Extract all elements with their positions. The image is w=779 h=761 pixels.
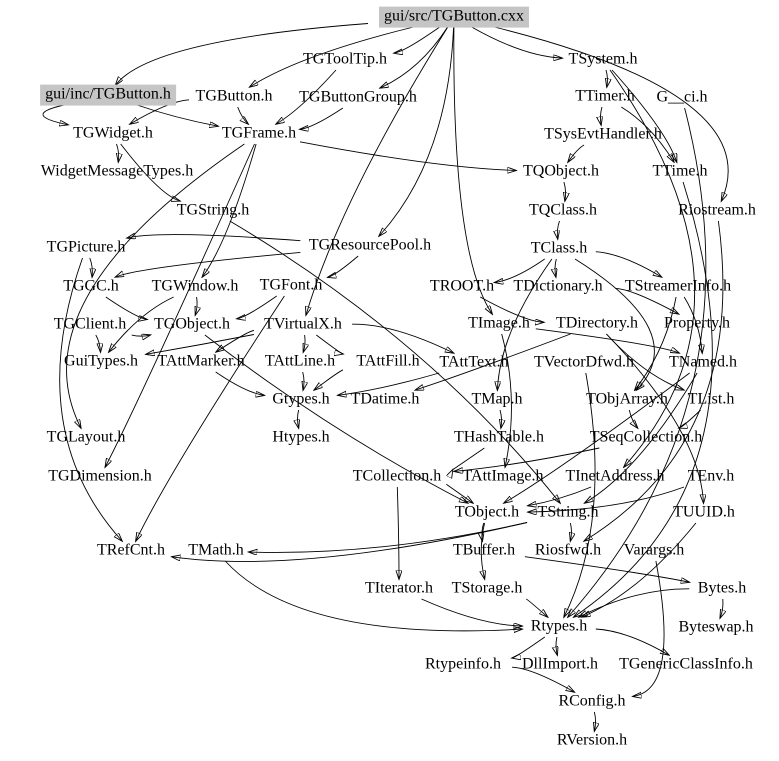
- graph-node-rtypes[interactable]: Rtypes.h: [530, 617, 588, 635]
- graph-node-titerator[interactable]: TIterator.h: [365, 579, 433, 597]
- graph-node-tdictionary[interactable]: TDictionary.h: [513, 277, 603, 295]
- graph-node-tqclass[interactable]: TQClass.h: [529, 201, 597, 219]
- dependency-edge: [137, 105, 218, 126]
- dependency-edge: [90, 258, 93, 277]
- dependency-edge: [303, 372, 304, 390]
- dependency-edge: [352, 324, 453, 353]
- dependency-edge: [303, 335, 305, 352]
- graph-node-tgstring[interactable]: TGString.h: [176, 201, 250, 219]
- graph-node-dllimport[interactable]: DllImport.h: [522, 655, 598, 673]
- dependency-edge: [720, 599, 723, 618]
- graph-node-tstreamer[interactable]: TStreamerInfo.h: [624, 277, 732, 295]
- graph-node-tatttext[interactable]: TAttText.h: [439, 353, 509, 371]
- graph-node-gtypes[interactable]: Gtypes.h: [272, 390, 330, 408]
- graph-node-tggc[interactable]: TGGC.h: [63, 277, 119, 295]
- dependency-edge: [557, 221, 559, 239]
- dependency-edge: [195, 297, 197, 315]
- dependency-edge: [422, 599, 523, 626]
- dependency-edge: [633, 561, 664, 696]
- graph-node-tgclient[interactable]: TGClient.h: [53, 315, 127, 333]
- graph-node-tqobject[interactable]: TQObject.h: [523, 162, 599, 180]
- graph-node-tooltip[interactable]: TGToolTip.h: [302, 50, 388, 68]
- graph-node-htypes[interactable]: Htypes.h: [272, 428, 330, 446]
- dependency-edge: [300, 108, 343, 129]
- graph-node-tdatime[interactable]: TDatime.h: [350, 390, 420, 408]
- dependency-edge: [306, 27, 448, 315]
- graph-node-property[interactable]: Property.h: [663, 314, 731, 332]
- graph-node-rconfig[interactable]: RConfig.h: [558, 692, 626, 710]
- graph-node-tsysevt[interactable]: TSysEvtHandler.h: [544, 125, 662, 143]
- graph-node-tnamed[interactable]: TNamed.h: [669, 353, 737, 371]
- graph-node-tgbutton[interactable]: TGButton.h: [195, 87, 273, 105]
- graph-node-tgfont[interactable]: TGFont.h: [259, 276, 323, 294]
- dependency-edge: [300, 142, 516, 171]
- dependency-edge: [584, 221, 723, 541]
- dependency-edge: [216, 331, 254, 353]
- dependency-edge: [454, 27, 492, 314]
- dependency-edge: [500, 410, 502, 428]
- graph-node-tobjarray[interactable]: TObjArray.h: [586, 390, 668, 408]
- graph-node-tuuid[interactable]: TUUID.h: [673, 503, 735, 521]
- graph-node-tmap[interactable]: TMap.h: [471, 390, 523, 408]
- dependency-edge: [117, 144, 119, 162]
- graph-node-ttimer[interactable]: TTimer.h: [575, 87, 635, 105]
- graph-node-tmath[interactable]: TMath.h: [188, 541, 244, 559]
- graph-node-tseqcoll[interactable]: TSeqCollection.h: [589, 428, 703, 446]
- graph-node-tdirectory[interactable]: TDirectory.h: [555, 314, 639, 332]
- dependency-edge: [600, 107, 602, 125]
- graph-node-inc[interactable]: gui/inc/TGButton.h: [40, 85, 176, 106]
- graph-node-gci[interactable]: G__ci.h: [656, 88, 708, 106]
- dependency-edge: [594, 712, 595, 731]
- dependency-edge: [568, 145, 584, 162]
- graph-node-src[interactable]: gui/src/TGButton.cxx: [379, 7, 529, 28]
- graph-node-tattimage[interactable]: TAttImage.h: [462, 467, 544, 485]
- dependency-edge: [397, 487, 399, 579]
- graph-node-tgobject[interactable]: TGObject.h: [154, 315, 230, 333]
- graph-node-tgframe[interactable]: TGFrame.h: [221, 124, 297, 142]
- graph-node-riostream[interactable]: Riostream.h: [678, 201, 756, 219]
- dependency-edge: [596, 629, 669, 655]
- dependency-edge: [316, 335, 343, 354]
- graph-node-byteswap[interactable]: Byteswap.h: [678, 618, 754, 636]
- graph-node-tgdimension[interactable]: TGDimension.h: [48, 467, 152, 485]
- graph-node-bytes[interactable]: Bytes.h: [697, 579, 747, 597]
- graph-node-varargs[interactable]: Varargs.h: [623, 541, 685, 559]
- graph-node-tstorage[interactable]: TStorage.h: [451, 579, 523, 597]
- graph-node-tvectordfwd[interactable]: TVectorDfwd.h: [534, 353, 634, 371]
- graph-node-guitypes[interactable]: GuiTypes.h: [64, 352, 138, 370]
- graph-node-rversion[interactable]: RVersion.h: [556, 731, 628, 749]
- dependency-edge: [116, 252, 301, 277]
- graph-node-tobject[interactable]: TObject.h: [454, 503, 520, 521]
- graph-node-rtypeinfo[interactable]: Rtypeinfo.h: [425, 655, 501, 673]
- graph-node-thashtable[interactable]: THashTable.h: [454, 428, 544, 446]
- graph-node-tsystem[interactable]: TSystem.h: [568, 50, 638, 68]
- dependency-edge: [298, 410, 299, 428]
- dependency-edge: [146, 335, 254, 355]
- graph-node-trefcnt[interactable]: TRefCnt.h: [97, 541, 165, 559]
- dependency-edge: [679, 410, 701, 428]
- dependency-edge: [453, 448, 485, 470]
- graph-node-tglayout[interactable]: TGLayout.h: [46, 428, 126, 446]
- dependency-edge: [379, 27, 454, 236]
- dependency-edge: [132, 335, 151, 336]
- graph-node-widgetmsg[interactable]: WidgetMessageTypes.h: [40, 162, 194, 180]
- dependency-edge: [127, 235, 300, 241]
- dependency-edge: [606, 70, 607, 87]
- dependency-edge: [536, 329, 679, 353]
- graph-node-tstring[interactable]: TString.h: [537, 503, 599, 521]
- dependency-edge: [582, 523, 696, 617]
- graph-node-tattfill[interactable]: TAttFill.h: [356, 352, 420, 370]
- dependency-edge: [394, 27, 440, 53]
- dependency-edge: [472, 27, 562, 58]
- graph-node-tvirtualx[interactable]: TVirtualX.h: [264, 315, 342, 333]
- graph-node-tattline[interactable]: TAttLine.h: [264, 352, 336, 370]
- graph-node-tgwindow[interactable]: TGWindow.h: [151, 277, 239, 295]
- graph-node-tlist[interactable]: TList.h: [687, 390, 735, 408]
- graph-node-tgpicture[interactable]: TGPicture.h: [46, 238, 126, 256]
- dependency-edge: [314, 370, 343, 390]
- dependency-edge: [564, 182, 566, 201]
- graph-node-tgenericclassinfo[interactable]: TGenericClassInfo.h: [619, 655, 753, 673]
- dependency-edge: [579, 589, 689, 617]
- graph-node-tclass[interactable]: TClass.h: [530, 239, 588, 257]
- dependency-edge: [570, 523, 571, 541]
- dependency-edge: [612, 70, 677, 162]
- graph-node-tbuffer[interactable]: TBuffer.h: [452, 541, 516, 559]
- dependency-edge: [526, 599, 547, 617]
- dependency-edge: [328, 256, 358, 277]
- dependency-edge: [555, 259, 556, 277]
- graph-node-riosfwd[interactable]: Riosfwd.h: [534, 541, 602, 559]
- graph-node-tattmarker[interactable]: TAttMarker.h: [157, 352, 245, 370]
- dependency-edge: [60, 258, 122, 541]
- graph-node-tenv[interactable]: TEnv.h: [687, 467, 735, 485]
- dependency-edge: [238, 107, 248, 124]
- graph-node-ttime[interactable]: TTime.h: [652, 162, 708, 180]
- dependency-edge: [43, 105, 68, 125]
- graph-node-tgbuttongroup[interactable]: TGButtonGroup.h: [299, 88, 417, 106]
- dependency-edge: [380, 27, 448, 88]
- dependency-edge: [96, 335, 101, 352]
- dependency-edge: [556, 637, 557, 655]
- dependency-edge: [596, 252, 662, 277]
- graph-node-timage[interactable]: TImage.h: [468, 314, 530, 332]
- graph-node-tcollection[interactable]: TCollection.h: [352, 467, 442, 485]
- graph-node-troot[interactable]: TROOT.h: [429, 277, 495, 295]
- graph-node-tgrespool[interactable]: TGResourcePool.h: [308, 236, 432, 254]
- graph-node-tgwidget[interactable]: TGWidget.h: [73, 124, 153, 142]
- dependency-edge: [525, 557, 689, 583]
- graph-node-tinetaddress[interactable]: TInetAddress.h: [565, 467, 665, 485]
